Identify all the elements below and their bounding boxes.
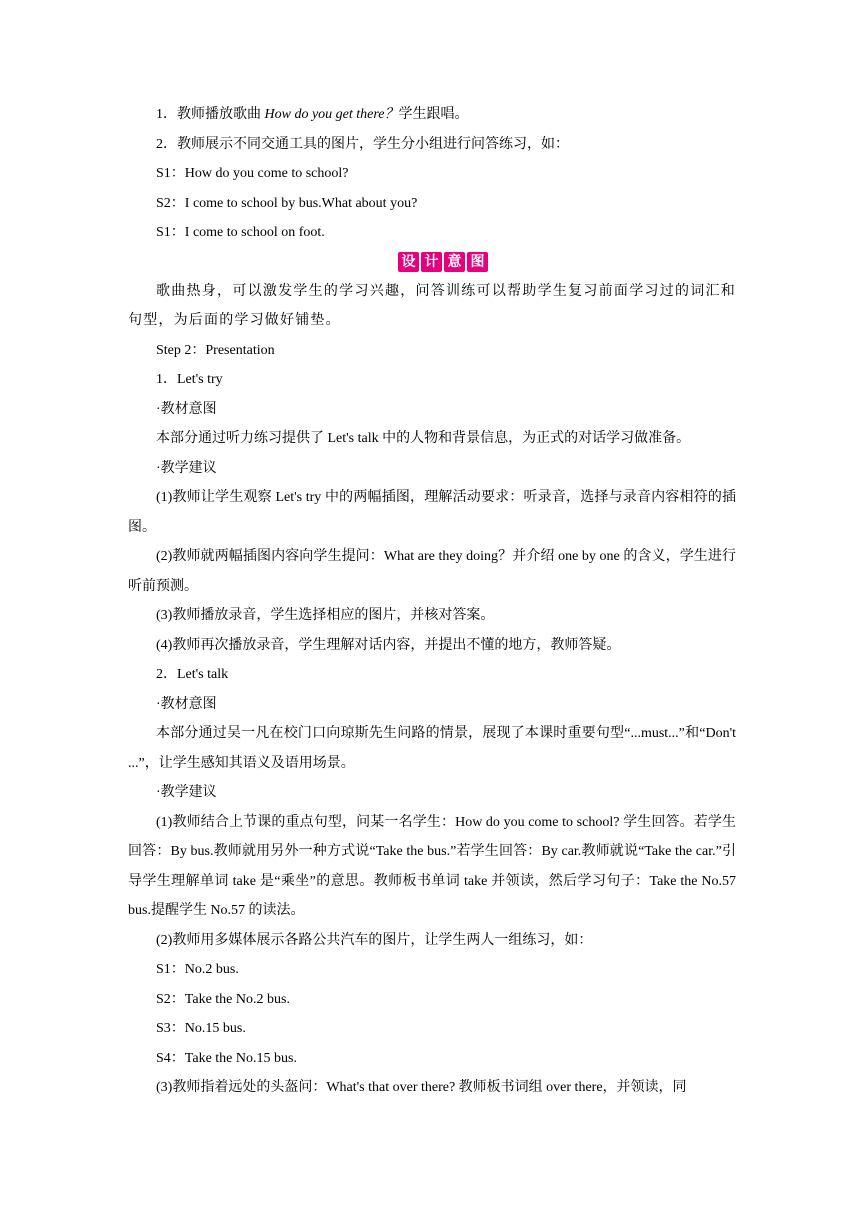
lets-try-suggest-heading: ·教学建议 [156, 460, 217, 476]
badge-char: 图 [467, 252, 488, 272]
lets-talk-suggest-3: (3)教师指着远处的头盔问：What's that over there? 教师板书词组 over there，并领读，同 [156, 1080, 687, 1095]
step1-line-1 [128, 100, 736, 130]
lets-talk-intent-text: 本部分通过吴一凡在校门口向琼斯先生问路的情景，展现了本课时重要句型“...must...”和“Don't ...”，让学生感知其语义及语用场景。 [128, 726, 736, 771]
dialogue-line-s1-reply: S1：I come to school on foot. [156, 225, 325, 240]
practice-line-1: S1：No.2 bus. [156, 962, 239, 977]
step1-line-1-a: 1．教师播放歌曲 [156, 107, 265, 122]
design-intent-text: 歌曲热身，可以激发学生的学习兴趣，问答训练可以帮助学生复习前面学习过的词汇和句型，为后面的学习做好铺垫。 [128, 282, 736, 328]
lets-try-intent-heading: ·教材意图 [156, 401, 217, 417]
lets-talk-title: 2．Let's talk [156, 667, 229, 682]
badge-char: 意 [444, 252, 465, 272]
practice-line-3: S3：No.15 bus. [156, 1021, 246, 1036]
step2-title: Step 2：Presentation [156, 342, 275, 358]
badge-char: 设 [398, 252, 419, 272]
lets-talk-suggest-heading: ·教学建议 [156, 785, 217, 800]
lets-try-suggest-3: (3)教师播放录音，学生选择相应的图片，并核对答案。 [156, 608, 495, 623]
lets-try-suggest-4: (4)教师再次播放录音，学生理解对话内容，并提出不懂的地方，教师答疑。 [156, 637, 621, 653]
dialogue-line-s2: S2：I come to school by bus.What about you? [156, 195, 418, 211]
song-title: How do you get there？ [264, 107, 399, 122]
practice-line-2: S2：Take the No.2 bus. [156, 991, 290, 1007]
document-page [128, 100, 736, 1103]
lets-talk-intent-heading: ·教材意图 [156, 696, 217, 712]
lets-try-suggest-1: (1)教师让学生观察 Let's try 中的两幅插图，理解活动要求：听录音，选择与录音内容相符的插图。 [128, 490, 736, 535]
lets-try-intent-text: 本部分通过听力练习提供了 Let's talk 中的人物和背景信息，为正式的对话学习做准备。 [156, 431, 691, 446]
lets-talk-suggest-1: (1)教师结合上节课的重点句型，问某一名学生：How do you come to school? 学生回答。若学生回答：By bus.教师就用另外一种方式说“Take the bus.”若学生回答：By car.教师就说“Take the car.”引导学生理解单词 take 是“乘坐”的意思。教师板书单词 take 并领读，然后学习句子：Take the No.57 bus.提醒学生 No.57 的读法。 [128, 814, 736, 918]
lets-try-suggest-2: (2)教师就两幅插图内容向学生提问：What are they doing？并介绍 one by one 的含义，学生进行听前预测。 [128, 549, 736, 594]
step1-line-2: 2．教师展示不同交通工具的图片，学生分小组进行问答练习，如： [156, 136, 569, 152]
lets-talk-suggest-2: (2)教师用多媒体展示各路公共汽车的图片，让学生两人一组练习，如： [156, 932, 593, 948]
practice-line-4: S4：Take the No.15 bus. [156, 1050, 297, 1066]
design-intent-row [128, 248, 736, 277]
lets-try-title: 1．Let's try [156, 372, 223, 387]
step1-line-1-b: 学生跟唱。 [398, 107, 469, 122]
design-intent-badge [398, 252, 488, 272]
badge-char: 计 [421, 252, 442, 272]
dialogue-line-s1: S1：How do you come to school? [156, 166, 349, 181]
